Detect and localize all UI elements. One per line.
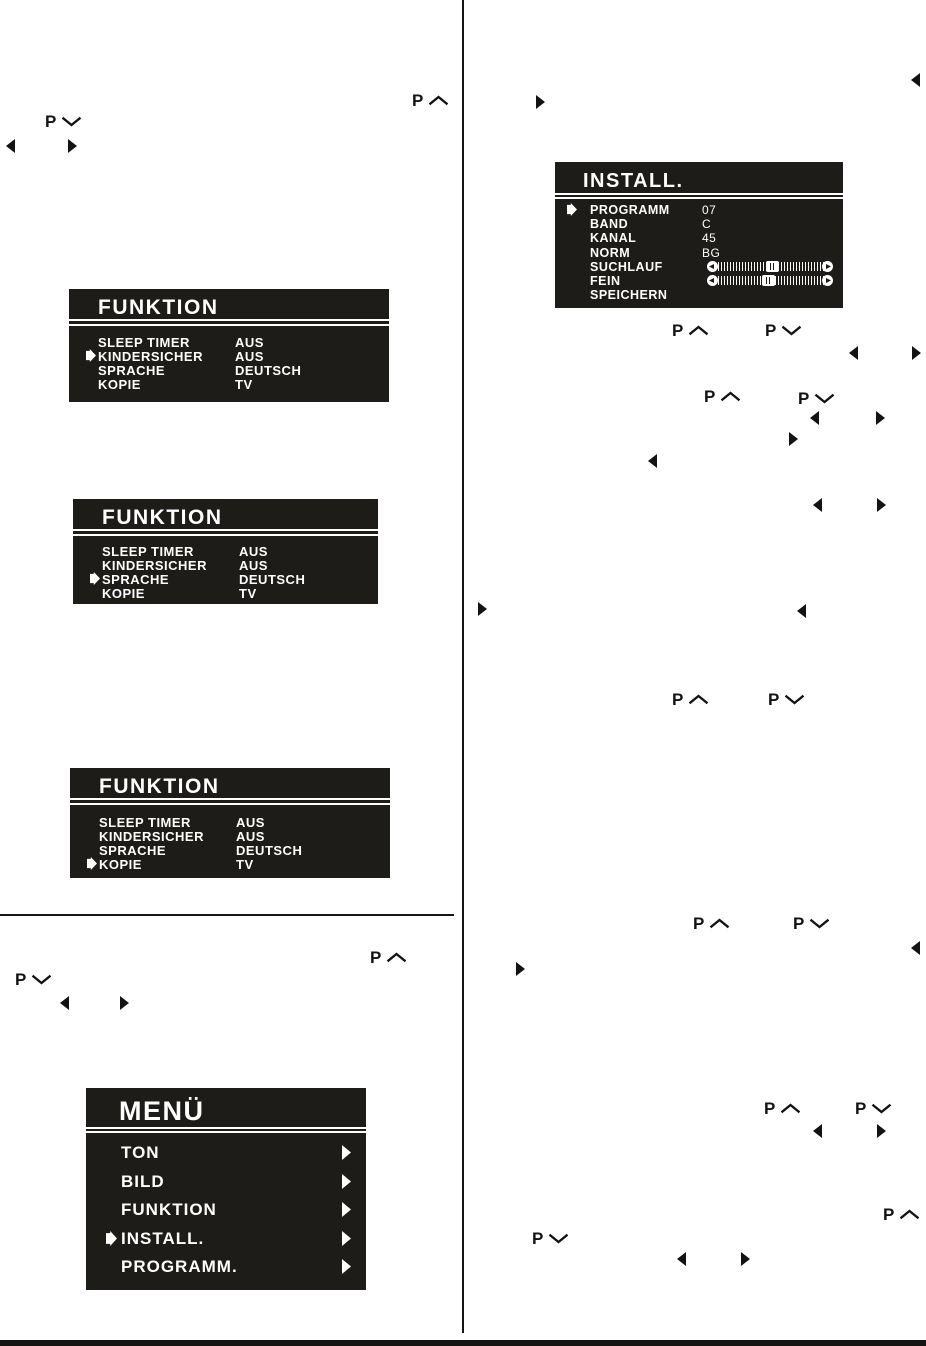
arrow-left-icon <box>6 139 15 153</box>
p-up-icon <box>883 1206 920 1223</box>
menu-item-selected: KOPIE TV <box>70 857 390 871</box>
p-label: P <box>883 1205 895 1224</box>
arrow-left-icon <box>797 604 806 618</box>
menu-item: PROGRAMM. <box>86 1257 366 1277</box>
arrow-right-icon <box>877 1124 886 1138</box>
menu-title: FUNKTION <box>99 775 220 798</box>
menu-item: SPRACHE DEUTSCH <box>98 363 302 378</box>
p-label: P <box>532 1229 544 1248</box>
p-up-icon <box>370 949 407 966</box>
section-divider-line <box>0 914 454 916</box>
menu-title: MENÜ <box>119 1096 205 1126</box>
arrow-left-icon <box>648 454 657 468</box>
arrow-right-icon <box>68 139 77 153</box>
p-up-icon <box>672 691 709 708</box>
menu-item: SLEEP TIMER AUS <box>98 335 264 350</box>
funktion-menu-2 <box>73 499 378 604</box>
fein-slider <box>707 275 833 286</box>
p-label: P <box>704 387 716 406</box>
p-down-icon <box>15 971 52 988</box>
p-label: P <box>855 1099 867 1118</box>
slider-right-arrow-icon <box>822 275 833 286</box>
cursor-arrow-icon <box>567 203 577 216</box>
slider-thumb <box>762 275 775 286</box>
submenu-arrow-icon <box>342 1231 351 1246</box>
cursor-arrow-icon <box>87 857 97 870</box>
title-separator <box>555 193 843 199</box>
cursor-arrow-icon <box>86 349 96 362</box>
p-label: P <box>798 389 810 408</box>
menu-item: KOPIE TV <box>98 377 253 392</box>
menu-item: KINDERSICHER AUS <box>99 829 265 844</box>
menu-item: FUNKTION <box>86 1200 366 1220</box>
menu-title: INSTALL. <box>583 170 684 192</box>
p-label: P <box>672 690 684 709</box>
arrow-right-icon <box>478 602 487 616</box>
p-label: P <box>672 321 684 340</box>
p-down-icon <box>855 1100 892 1117</box>
slider-thumb <box>766 261 779 272</box>
menu-item: TON <box>86 1143 366 1163</box>
arrow-right-icon <box>876 411 885 425</box>
column-divider-line <box>462 0 464 1333</box>
submenu-arrow-icon <box>342 1174 351 1189</box>
arrow-left-icon <box>911 73 920 87</box>
arrow-left-icon <box>911 941 920 955</box>
p-down-icon <box>768 691 805 708</box>
menu-item: KOPIE TV <box>102 586 257 601</box>
arrow-left-icon <box>60 996 69 1010</box>
title-separator <box>70 798 390 805</box>
p-down-icon <box>798 390 835 407</box>
menu-item-selected: INSTALL. <box>86 1229 366 1249</box>
funktion-menu-3 <box>70 768 390 878</box>
submenu-arrow-icon <box>342 1259 351 1274</box>
arrow-right-icon <box>741 1252 750 1266</box>
arrow-left-icon <box>849 346 858 360</box>
arrow-left-icon <box>677 1252 686 1266</box>
p-label: P <box>764 1099 776 1118</box>
p-label: P <box>693 914 705 933</box>
p-label: P <box>412 91 424 110</box>
menu-title: FUNKTION <box>102 506 223 529</box>
p-down-icon <box>793 915 830 932</box>
title-separator <box>73 529 378 536</box>
p-up-icon <box>412 92 449 109</box>
title-separator <box>86 1127 366 1133</box>
arrow-left-icon <box>813 498 822 512</box>
menu-item: BILD <box>86 1172 366 1192</box>
suchlauf-slider <box>707 261 833 272</box>
menu-item-selected: PROGRAMM 07 <box>555 203 843 217</box>
p-label: P <box>768 690 780 709</box>
menu-item: FEIN <box>555 274 843 288</box>
p-down-icon <box>765 322 802 339</box>
p-label: P <box>793 914 805 933</box>
p-up-icon <box>693 915 730 932</box>
funktion-menu-1 <box>69 289 389 402</box>
arrow-right-icon <box>912 346 921 360</box>
arrow-right-icon <box>789 432 798 446</box>
title-separator <box>69 319 389 326</box>
slider-left-arrow-icon <box>707 275 718 286</box>
page-bottom-rule <box>0 1340 926 1346</box>
arrow-left-icon <box>813 1124 822 1138</box>
menu-item: NORM BG <box>590 246 721 260</box>
arrow-right-icon <box>877 498 886 512</box>
submenu-arrow-icon <box>342 1202 351 1217</box>
menu-item: KINDERSICHER AUS <box>102 558 268 573</box>
p-up-icon <box>704 388 741 405</box>
p-up-icon <box>672 322 709 339</box>
menu-item: SPRACHE DEUTSCH <box>99 843 303 858</box>
submenu-arrow-icon <box>342 1145 351 1160</box>
menu-item: SUCHLAUF <box>555 260 843 274</box>
p-label: P <box>45 112 57 131</box>
menu-title: FUNKTION <box>98 296 219 319</box>
menu-item: BAND C <box>590 217 712 231</box>
arrow-right-icon <box>120 996 129 1010</box>
menu-item: SLEEP TIMER AUS <box>102 544 268 559</box>
p-down-icon <box>532 1230 569 1247</box>
menu-item-selected: SPRACHE DEUTSCH <box>73 572 378 586</box>
menue-menu <box>86 1088 366 1290</box>
p-label: P <box>370 948 382 967</box>
cursor-arrow-icon <box>106 1231 117 1246</box>
p-down-icon <box>45 113 82 130</box>
menu-item-selected: KINDERSICHER AUS <box>69 349 389 363</box>
menu-item: SLEEP TIMER AUS <box>99 815 265 830</box>
menu-item: KANAL 45 <box>590 231 717 245</box>
slider-right-arrow-icon <box>822 261 833 272</box>
p-up-icon <box>764 1100 801 1117</box>
cursor-arrow-icon <box>90 572 100 585</box>
install-menu <box>555 162 843 308</box>
arrow-left-icon <box>810 411 819 425</box>
p-label: P <box>15 970 27 989</box>
arrow-right-icon <box>536 95 545 109</box>
arrow-right-icon <box>516 962 525 976</box>
p-label: P <box>765 321 777 340</box>
slider-left-arrow-icon <box>707 261 718 272</box>
menu-item: SPEICHERN <box>590 288 668 302</box>
